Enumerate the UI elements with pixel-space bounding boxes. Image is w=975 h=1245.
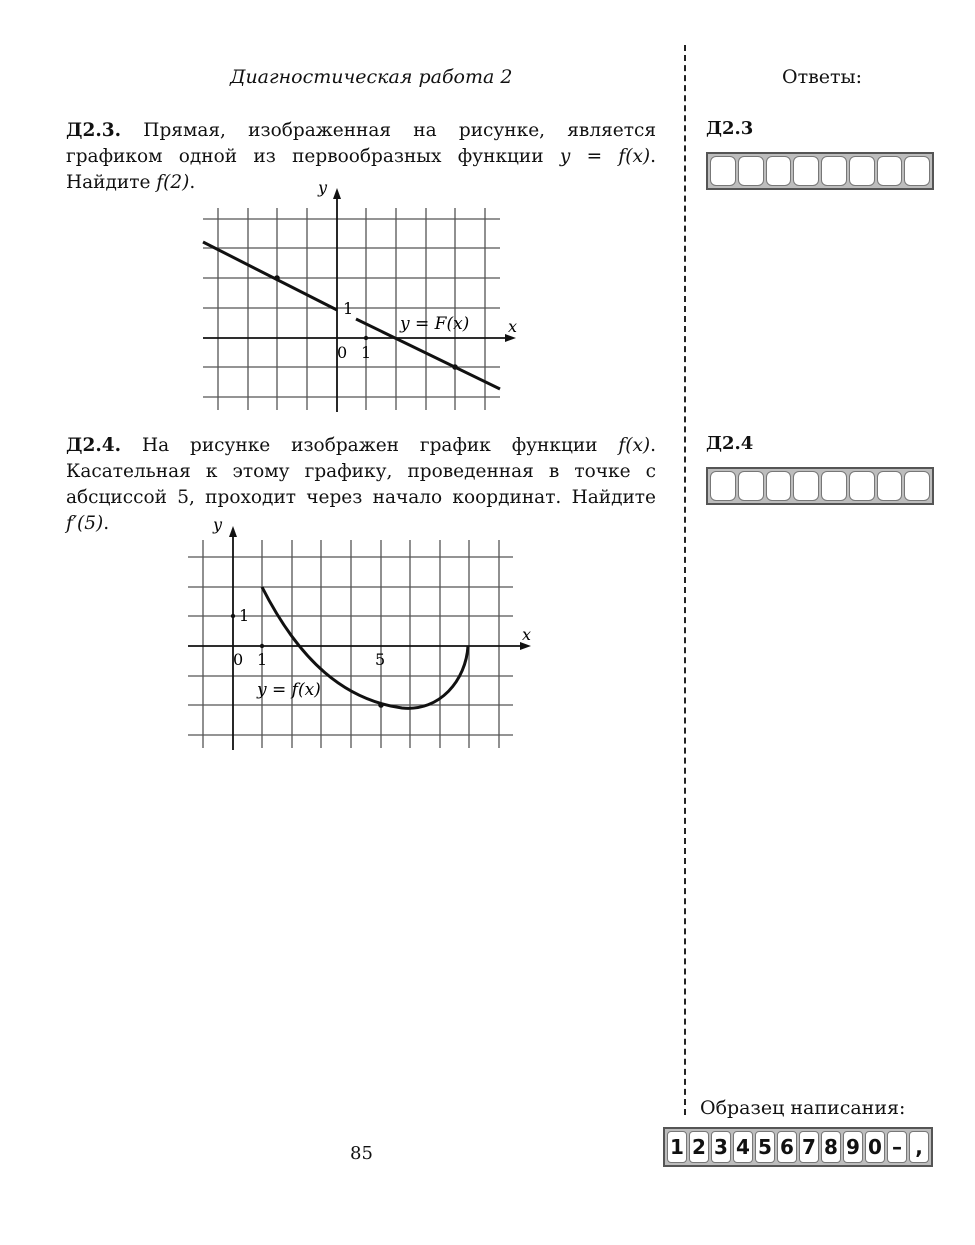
answer-cell[interactable] [849, 471, 875, 501]
answer-cell[interactable] [821, 471, 847, 501]
graph-2-y-label: y [213, 515, 223, 534]
graph-2-y-unit-label: 1 [239, 606, 250, 625]
sample-writing-row [663, 1127, 933, 1167]
sample-char: 2 [689, 1131, 709, 1163]
graph-1-origin-label: 0 [337, 343, 348, 362]
answer-cell[interactable] [766, 156, 792, 186]
graph-1-x-unit-label: 1 [361, 343, 372, 362]
graph-antiderivative [196, 178, 526, 418]
graph-2-curve-label: y = f(x) [257, 680, 321, 700]
sample-char: 7 [799, 1131, 819, 1163]
sample-char: – [887, 1131, 907, 1163]
graph-1-curve-label: y = F(x) [400, 314, 470, 334]
sample-char: 9 [843, 1131, 863, 1163]
graph-1-y-label: y [318, 178, 328, 197]
answer-cell[interactable] [766, 471, 792, 501]
answer-cell[interactable] [738, 471, 764, 501]
graph-2-x-label: x [522, 625, 532, 644]
sample-char: 0 [865, 1131, 885, 1163]
answer-cell[interactable] [877, 156, 903, 186]
answer-label-d2-3: Д2.3 [706, 118, 754, 139]
task-d2-4-text: Д2.4. На рисунке изображен график функции f(x). Касательная к этому графику, проведенная в точке с абсциссой 5, проходит через начало координат. Найдите f′(5). [66, 435, 656, 534]
graph-function [180, 510, 540, 755]
graph-2-y-arrow [229, 526, 237, 537]
graph-2-origin-label: 0 [233, 650, 244, 669]
sample-char: 3 [711, 1131, 731, 1163]
dashed-divider [684, 45, 686, 1115]
graph-1-point [274, 275, 280, 281]
graph-1-tick [364, 336, 368, 340]
sample-char: 4 [733, 1131, 753, 1163]
graph-2-x-unit-label: 1 [257, 650, 268, 669]
task-d2-3-id: Д2.3. [66, 120, 122, 141]
graph-2-tick [260, 644, 264, 648]
task-d2-3-text: Д2.3. Прямая, изображенная на рисунке, является графиком одной из первообразных функции y = f(x). Найдите f(2). [66, 120, 656, 193]
answers-header: Ответы: [782, 66, 863, 88]
graph-1-y-unit-label: 1 [343, 299, 354, 318]
task-d2-4-id: Д2.4. [66, 435, 122, 456]
sample-char: 5 [755, 1131, 775, 1163]
answer-cell[interactable] [710, 156, 736, 186]
graph-2-tick [231, 614, 235, 618]
answer-cell[interactable] [793, 471, 819, 501]
answer-cell[interactable] [793, 156, 819, 186]
answer-label-d2-4: Д2.4 [706, 433, 754, 454]
sample-char: 1 [667, 1131, 687, 1163]
graph-1-y-arrow [333, 188, 341, 199]
graph-1-point [452, 364, 458, 370]
sample-char: , [909, 1131, 929, 1163]
graph-1-x-label: x [508, 317, 518, 336]
page-number: 85 [350, 1143, 373, 1164]
answer-cell[interactable] [904, 156, 930, 186]
answer-cell[interactable] [821, 156, 847, 186]
graph-2-grid [188, 540, 513, 748]
graph-2-point [378, 702, 384, 708]
page-header-title: Диагностическая работа 2 [230, 66, 513, 88]
answer-cell[interactable] [738, 156, 764, 186]
graph-2-x-five-label: 5 [375, 650, 386, 669]
answer-cell[interactable] [710, 471, 736, 501]
answer-field-d2-4[interactable] [706, 467, 934, 505]
answer-cell[interactable] [877, 471, 903, 501]
answer-field-d2-3[interactable] [706, 152, 934, 190]
graph-1-line-left [203, 242, 337, 310]
answer-cell[interactable] [849, 156, 875, 186]
answer-cell[interactable] [904, 471, 930, 501]
sample-char: 8 [821, 1131, 841, 1163]
sample-char: 6 [777, 1131, 797, 1163]
sample-writing-label: Образец написания: [700, 1097, 906, 1119]
